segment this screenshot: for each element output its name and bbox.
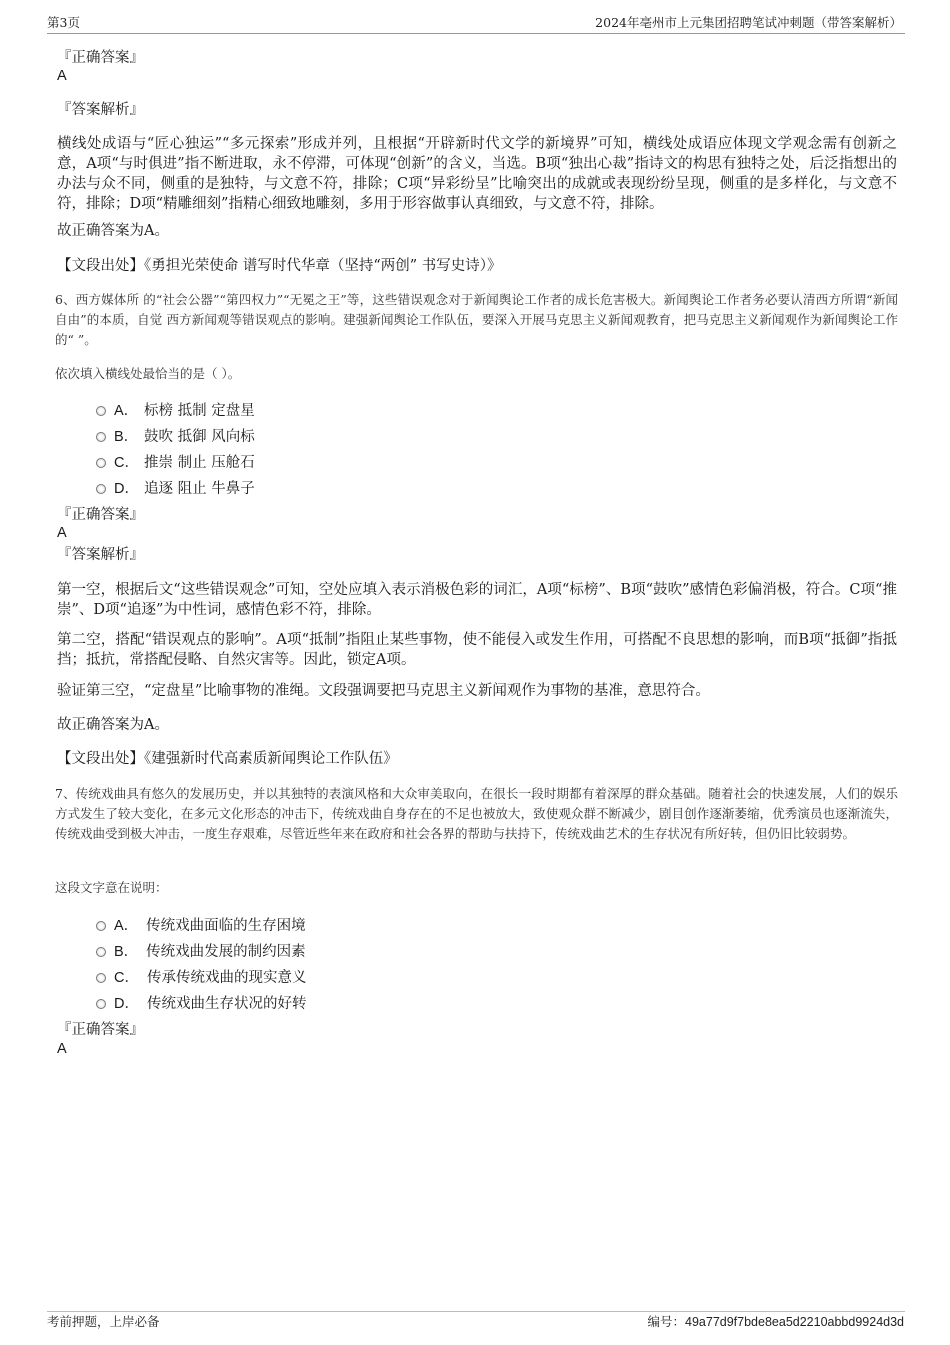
page-number: 第3页 (47, 15, 80, 30)
radio-icon[interactable] (96, 406, 106, 416)
question-6-prompt: 依次填入横线处最恰当的是（ ）。 (55, 366, 241, 381)
option-c[interactable] (96, 965, 306, 987)
option-letter: C． (114, 454, 139, 471)
conclusion-text: 故正确答案为A。 (57, 717, 169, 733)
footer-code-label: 编号： (647, 1314, 686, 1329)
option-letter: A． (114, 917, 139, 934)
analysis-label: 『答案解析』 (57, 102, 144, 118)
option-letter: B． (114, 943, 139, 960)
radio-icon[interactable] (96, 484, 106, 494)
analysis-text-3: 验证第三空，“定盘星”比喻事物的准绳。文段强调要把马克思主义新闻观作为事物的基准，意思符合。 (57, 683, 710, 699)
conclusion-text: 故正确答案为A。 (57, 223, 169, 239)
analysis-label: 『答案解析』 (57, 547, 144, 563)
option-text: 传承传统戏曲的现实意义 (146, 969, 307, 986)
analysis-text-1: 第一空，根据后文“这些错误观念”可知，空处应填入表示消极色彩的词汇，A项“标榜”、B项“鼓吹”感情色彩偏消极，符合。C项“推崇”、D项“追逐”为中性词，感情色彩不符，排除。 (57, 582, 897, 618)
radio-icon[interactable] (96, 432, 106, 442)
footer-code-value: 49a77d9f7bde8ea5d2210abbd9924d3d (685, 1315, 904, 1329)
radio-icon[interactable] (96, 947, 106, 957)
answer-value: A (57, 525, 67, 541)
option-letter: D． (114, 480, 139, 497)
radio-icon[interactable] (96, 458, 106, 468)
option-d[interactable] (96, 991, 306, 1013)
answer-value: A (57, 68, 67, 84)
question-7-stem: 7、传统戏曲具有悠久的发展历史，并以其独特的表演风格和大众审美取向，在很长一段时期都有着深厚的群众基础。随着社会的快速发展，人们的娱乐方式发生了较大变化，在多元文化形态的冲击下，传统戏曲自身存在的不足也被放大，致使观众群不断减少，剧目创作逐渐萎缩，优秀演员也逐渐流失，传统戏曲受到极大冲击，一度生存艰难，尽管近些年来在政府和社会各界的帮助与扶持下，传统戏曲艺术的生存状况有所好转，但仍旧比较弱势。 (55, 786, 898, 841)
question-6-stem: 6、西方媒体所 的“社会公器”“第四权力”“无冕之王”等，这些错误观念对于新闻舆论工作者的成长危害极大。新闻舆论工作者务必要认清西方所谓“新闻自由”的本质，自觉 西方新闻观等错误观点的影响。建强新闻舆论工作队伍，要深入开展马克思主义新闻观教育，把马克思主义新闻观作为新闻舆论工作的“ ”。 (55, 292, 898, 347)
analysis-text: 横线处成语与“匠心独运”“多元探索”形成并列，且根据“开辟新时代文学的新境界”可知，横线处成语应体现文学观念需有创新之意，A项“与时俱进”指不断进取，永不停滞，可体现“创新”的含义，当选。B项“独出心裁”指诗文的构思有独特之处，后泛指想出的办法与众不同，侧重的是独特，与文意不符，排除；C项“异彩纷呈”比喻突出的成就或表现纷纷呈现，侧重的是多样化，与文意不符，排除；D项“精雕细刻”指精心细致地雕刻，多用于形容做事认真细致，与文意不符，排除。 (57, 136, 897, 212)
radio-icon[interactable] (96, 921, 106, 931)
answer-label: 『正确答案』 (57, 507, 144, 523)
radio-icon[interactable] (96, 973, 106, 983)
option-text: 追逐 阻止 牛鼻子 (144, 480, 255, 497)
option-text: 标榜 抵制 定盘星 (144, 402, 255, 419)
option-b[interactable] (96, 939, 306, 961)
footer-code (648, 1312, 905, 1332)
answer-label: 『正确答案』 (57, 50, 144, 66)
answer-value: A (57, 1041, 67, 1057)
question-7-prompt: 这段文字意在说明： (55, 880, 168, 895)
option-letter: D． (114, 995, 139, 1012)
option-text: 传统戏曲生存状况的好转 (146, 995, 307, 1012)
radio-icon[interactable] (96, 999, 106, 1009)
option-a[interactable] (96, 398, 255, 420)
document-title: 2024年亳州市上元集团招聘笔试冲刺题（带答案解析） (595, 15, 902, 30)
option-letter: A． (114, 402, 139, 419)
option-text: 鼓吹 抵御 风向标 (144, 428, 255, 445)
option-text: 传统戏曲发展的制约因素 (146, 943, 306, 960)
option-c[interactable] (96, 450, 255, 472)
answer-label: 『正确答案』 (57, 1022, 144, 1038)
option-letter: B． (114, 428, 139, 445)
source-citation: 【文段出处】《勇担光荣使命 谱写时代华章（坚持“两创” 书写史诗）》 (57, 258, 502, 274)
option-letter: C． (114, 969, 139, 986)
option-d[interactable] (96, 476, 255, 498)
option-a[interactable] (96, 913, 306, 935)
option-b[interactable] (96, 424, 255, 446)
analysis-text-2: 第二空，搭配“错误观点的影响”。A项“抵制”指阻止某些事物，使不能侵入或发生作用，可搭配不良思想的影响，而B项“抵御”指抵挡；抵抗，常搭配侵略、自然灾害等。因此，锁定A项。 (57, 632, 897, 668)
header-divider (47, 33, 905, 34)
footer-slogan: 考前押题，上岸必备 (47, 1314, 160, 1329)
option-text: 传统戏曲面临的生存困境 (146, 917, 306, 934)
source-citation: 【文段出处】《建强新时代高素质新闻舆论工作队伍》 (57, 751, 398, 767)
option-text: 推崇 制止 压舱石 (144, 454, 255, 471)
